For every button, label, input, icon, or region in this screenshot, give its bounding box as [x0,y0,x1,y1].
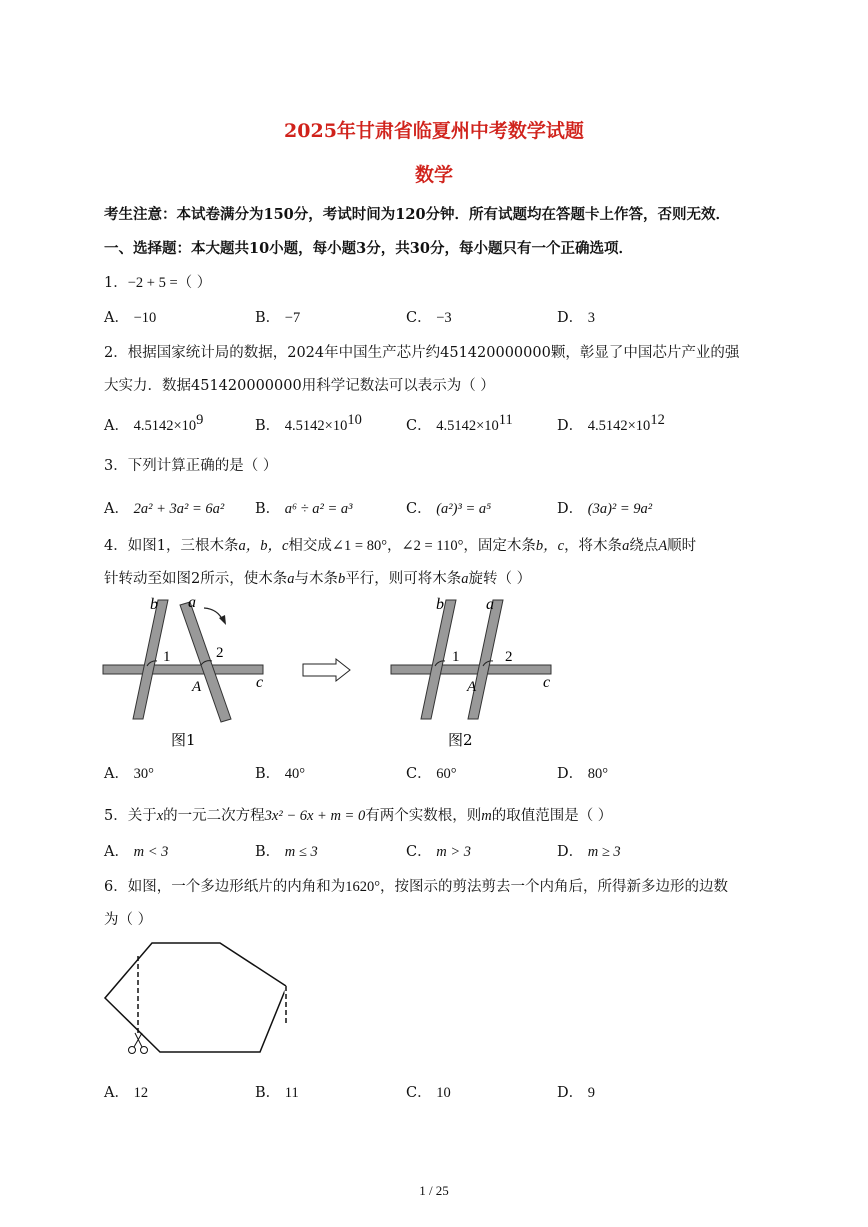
q6-option-d: D． 9 [557,1085,595,1101]
fig2-label-a: a [486,596,494,613]
page-title: 2025年甘肃省临夏州中考数学试题 [284,120,584,142]
q1-stem: 1．−2 + 5 =（ ） [104,275,212,291]
q4-figure-2 [388,595,568,755]
q5-option-c: C． m > 3 [406,844,471,860]
fig1-label-c: c [256,674,264,691]
fig2-caption: 图2 [448,731,473,749]
q5-stem: 5．关于x的一元二次方程3x² − 6x + m = 0有两个实数根，则m的取值范围是（ ） [104,808,613,824]
fig1-label-A: A [192,679,202,695]
q1-option-c: C． −3 [406,310,452,326]
fig1-caption: 图1 [171,731,196,749]
page-subtitle: 数学 [414,164,453,186]
q1-option-b: B． −7 [255,310,301,326]
q1-option-d: D． 3 [557,310,595,326]
q6-stem-line2: 为（ ） [104,912,153,928]
q6-polygon-figure [100,938,300,1063]
q2-stem-line2: 大实力．数据451420000000用科学记数法可以表示为（ ） [104,378,495,394]
exam-notice: 考生注意：本试卷满分为150分，考试时间为120分钟．所有试题均在答题卡上作答，否则无效． [104,206,731,223]
q4-option-d: D． 80° [557,766,609,782]
q4-option-c: C． 60° [406,766,457,782]
q5-option-b: B． m ≤ 3 [255,844,318,860]
q2-option-a: A． $4.5142\times 10^9$ [104,412,204,434]
stick-a [468,600,503,719]
q3-stem: 3．下列计算正确的是（ ） [104,458,278,474]
q3-option-a: A． 2a² + 3a² = 6a² [104,501,225,517]
q3-option-b: B． a⁶ ÷ a² = a³ [255,501,353,517]
fig2-label-2: 2 [505,649,513,665]
polygon-solid-edges [105,943,286,1052]
q3-option-d: D． (3a)² = 9a² [557,501,653,517]
q6-option-c: C． 10 [406,1085,451,1101]
q4-stem-line2: 针转动至如图2所示，使木条a与木条b平行，则可将木条a旋转（ ） [104,571,532,587]
q2-stem-line1: 2．根据国家统计局的数据，2024年中国生产芯片约451420000000颗，彰显了中国芯片产业的强 [104,345,740,361]
fig2-label-c: c [543,674,551,691]
q2-option-b: B． $4.5142\times 10^{10}$ [255,412,362,434]
q6-option-b: B． 11 [255,1085,299,1101]
stick-c [391,665,551,674]
fig1-label-a: a [188,594,196,611]
q4-option-a: A． 30° [104,766,154,782]
fig1-label-1: 1 [163,649,171,665]
q4-option-b: B． 40° [255,766,306,782]
page-number: 1 / 25 [419,1183,449,1198]
q6-stem-line1: 6．如图，一个多边形纸片的内角和为1620°，按图示的剪法剪去一个内角后，所得新多边形的边数 [104,879,729,895]
q1-option-a: A． −10 [104,310,157,326]
section-heading: 一、选择题：本大题共10小题，每小题3分，共30分，每小题只有一个正确选项． [104,240,633,257]
fig1-label-b: b [150,596,158,613]
fig1-label-2: 2 [216,645,224,661]
q4-stem-line1: 4．如图1，三根木条a，b，c相交成∠1 = 80°，∠2 = 110°，固定木条b，c，将木条a绕点A顺时 [104,538,697,554]
q4-figure-1 [100,595,280,755]
transition-arrow-icon [302,658,352,682]
stick-c [103,665,263,674]
fig2-label-A: A [467,679,477,695]
q2-option-c: C． $4.5142\times 10^{11}$ [406,412,513,434]
fig2-label-b: b [436,596,444,613]
q3-option-c: C． (a²)³ = a⁵ [406,501,492,517]
q5-option-d: D． m ≥ 3 [557,844,621,860]
fig2-label-1: 1 [452,649,460,665]
stick-b [421,600,456,719]
q2-option-d: D． $4.5142\times 10^{12}$ [557,412,665,434]
q6-option-a: A． 12 [104,1085,149,1101]
q5-option-a: A． m < 3 [104,844,169,860]
